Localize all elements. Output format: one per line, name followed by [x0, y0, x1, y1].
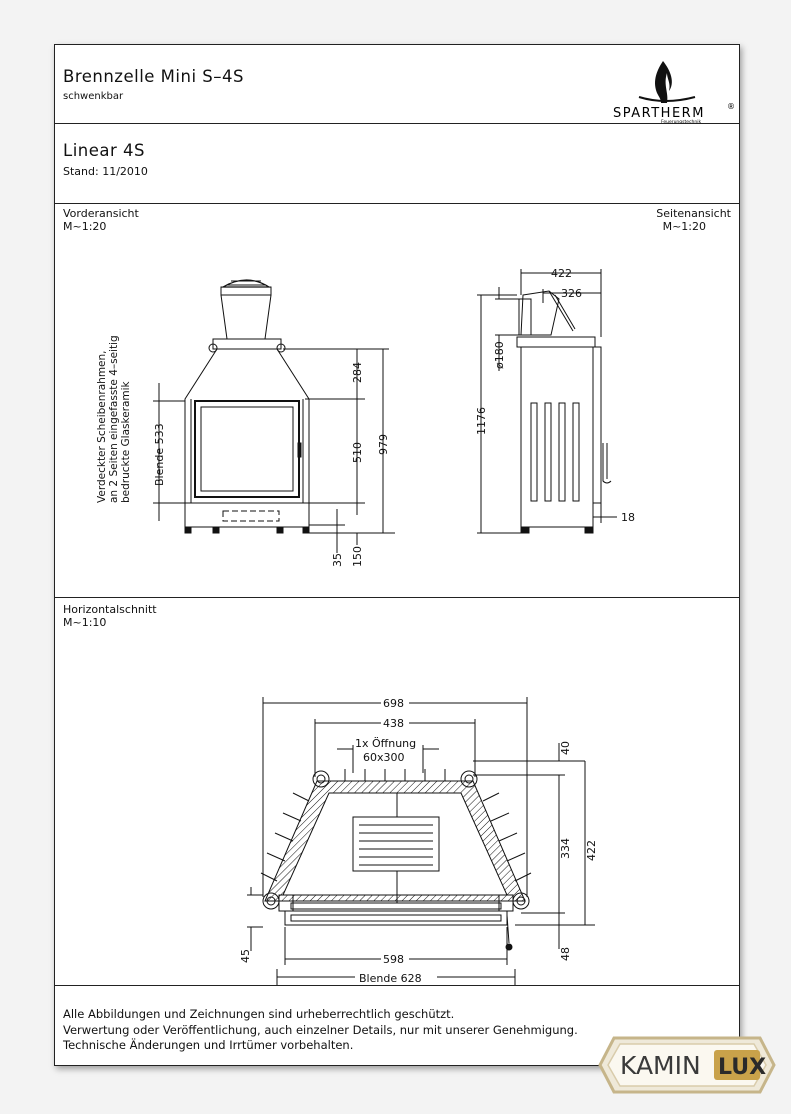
- model-block: [55, 123, 739, 204]
- horizontal-section-block: [55, 597, 739, 986]
- svg-text:Blende 628: Blende 628: [359, 972, 422, 985]
- svg-text:438: 438: [383, 717, 404, 730]
- horizontal-label: Horizontalschnitt: [63, 603, 157, 616]
- footer-line-2: Verwertung oder Veröffentlichung, auch einzelner Details, nur mit unserer Genehmigung.: [63, 1022, 578, 1037]
- svg-text:48: 48: [559, 947, 572, 961]
- svg-text:510: 510: [351, 442, 364, 463]
- model-stand: Stand: 11/2010: [63, 165, 148, 178]
- spartherm-logo: [599, 59, 735, 123]
- svg-text:1176: 1176: [475, 407, 488, 435]
- title-block: [55, 45, 739, 124]
- footer-line-3: Technische Änderungen und Irrtümer vorbehalten.: [63, 1038, 354, 1052]
- svg-text:334: 334: [559, 838, 572, 859]
- svg-text:598: 598: [383, 953, 404, 966]
- svg-text:bedruckte Glaskeramik: bedruckte Glaskeramik: [120, 381, 132, 503]
- views-block: [55, 203, 739, 598]
- svg-text:KAMIN: KAMIN: [620, 1051, 701, 1080]
- svg-text:35: 35: [331, 553, 344, 567]
- svg-text:45: 45: [239, 949, 252, 963]
- svg-text:an 2 Seiten eingefasste 4–seit: an 2 Seiten eingefasste 4–seitig: [108, 335, 120, 503]
- horizontal-scale: M~1:10: [63, 616, 107, 629]
- svg-text:326: 326: [561, 287, 582, 300]
- svg-text:LUX: LUX: [718, 1055, 767, 1080]
- model-name: Linear 4S: [63, 141, 145, 160]
- svg-text:ø180: ø180: [493, 341, 506, 369]
- svg-text:698: 698: [383, 697, 404, 710]
- svg-text:422: 422: [585, 840, 598, 861]
- svg-text:Feuerungstechnik: Feuerungstechnik: [661, 120, 702, 123]
- svg-text:Verdeckter Scheibenrahmen,: Verdeckter Scheibenrahmen,: [96, 350, 108, 503]
- brand-name: SPARTHERM: [613, 106, 705, 121]
- horizontal-section-drawing: [55, 597, 739, 985]
- svg-text:60x300: 60x300: [363, 751, 405, 764]
- footer-line-1: Alle Abbildungen und Zeichnungen sind urheberrechtlich geschützt.: [63, 1007, 455, 1021]
- svg-text:18: 18: [621, 511, 635, 524]
- front-side-drawing: [55, 203, 739, 597]
- svg-text:979: 979: [377, 434, 390, 455]
- product-subtitle: schwenkbar: [63, 91, 124, 102]
- svg-text:284: 284: [351, 362, 364, 383]
- svg-text:150: 150: [351, 546, 364, 567]
- svg-text:®: ®: [727, 102, 735, 111]
- side-view-scale: M~1:20: [662, 220, 706, 233]
- kaminlux-watermark: [598, 1034, 776, 1096]
- product-title: Brennzelle Mini S–4S: [63, 67, 244, 86]
- svg-text:1x Öffnung: 1x Öffnung: [355, 737, 417, 750]
- front-view-label: Vorderansicht: [63, 207, 139, 220]
- svg-text:422: 422: [551, 267, 572, 280]
- svg-text:40: 40: [559, 741, 572, 755]
- front-view-scale: M~1:20: [63, 220, 107, 233]
- drawing-sheet: [54, 44, 740, 1066]
- svg-text:Blende 533: Blende 533: [153, 423, 166, 486]
- side-view-label: Seitenansicht: [656, 207, 731, 220]
